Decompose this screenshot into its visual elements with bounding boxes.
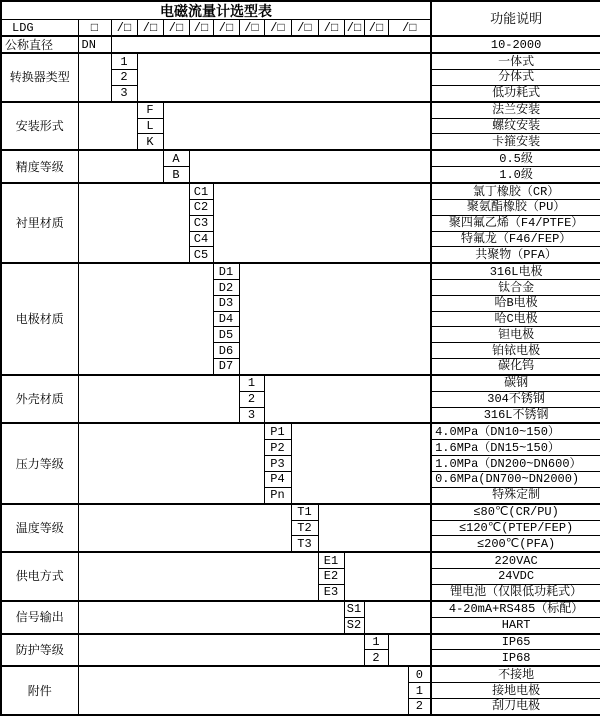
category-cell: 供电方式 bbox=[1, 552, 78, 601]
gap-cell bbox=[78, 183, 189, 263]
desc-cell: 刮刀电极 bbox=[431, 698, 600, 715]
title-row bbox=[1, 1, 600, 20]
code-cell: E2 bbox=[318, 569, 344, 585]
code-cell: E3 bbox=[318, 584, 344, 600]
gap-cell bbox=[388, 634, 431, 667]
gap-cell bbox=[78, 53, 111, 102]
category-cell: 衬里材质 bbox=[1, 183, 78, 263]
desc-cell: 特氟龙（F46/FEP） bbox=[431, 231, 600, 247]
model-prefix-cell: LDG bbox=[1, 20, 78, 36]
gap-cell bbox=[137, 53, 431, 102]
slash-box-cell: /□ bbox=[137, 20, 163, 36]
gap-cell bbox=[78, 634, 364, 667]
desc-cell: 0.6MPa(DN700~DN2000) bbox=[431, 471, 600, 487]
code-cell: T2 bbox=[291, 520, 318, 536]
slash-box-cell: /□ bbox=[364, 20, 388, 36]
code-cell: C4 bbox=[189, 231, 213, 247]
desc-cell: 氯丁橡胶（CR） bbox=[431, 183, 600, 199]
gap-cell bbox=[291, 423, 431, 503]
gap-cell bbox=[364, 601, 431, 634]
code-cell: 2 bbox=[364, 650, 388, 666]
gap-cell bbox=[318, 504, 431, 553]
option-row bbox=[1, 601, 600, 617]
desc-cell: 法兰安装 bbox=[431, 102, 600, 118]
code-cell: P1 bbox=[264, 423, 291, 439]
code-cell: D7 bbox=[213, 359, 239, 375]
gap-cell bbox=[264, 375, 431, 424]
slash-box-cell: /□ bbox=[318, 20, 344, 36]
desc-cell: 聚氨酯橡胶（PU） bbox=[431, 200, 600, 216]
category-cell: 外壳材质 bbox=[1, 375, 78, 424]
option-row bbox=[1, 263, 600, 279]
code-cell: S1 bbox=[344, 601, 364, 617]
desc-cell: 螺纹安装 bbox=[431, 118, 600, 134]
desc-cell: 哈B电极 bbox=[431, 295, 600, 311]
option-row bbox=[1, 375, 600, 391]
desc-cell: 4-20mA+RS485（标配） bbox=[431, 601, 600, 617]
code-cell: T3 bbox=[291, 536, 318, 552]
desc-cell: IP68 bbox=[431, 650, 600, 666]
category-cell: 温度等级 bbox=[1, 504, 78, 553]
desc-cell: 220VAC bbox=[431, 552, 600, 568]
code-cell: T1 bbox=[291, 504, 318, 520]
function-column-header: 功能说明 bbox=[431, 1, 600, 36]
option-row bbox=[1, 36, 600, 53]
gap-cell bbox=[78, 666, 408, 715]
category-cell: 精度等级 bbox=[1, 150, 78, 183]
code-cell: C1 bbox=[189, 183, 213, 199]
category-cell: 防护等级 bbox=[1, 634, 78, 667]
slash-box-cell: /□ bbox=[111, 20, 137, 36]
desc-cell: 卡箍安装 bbox=[431, 134, 600, 150]
desc-cell: 1.6MPa（DN15~150） bbox=[431, 440, 600, 456]
desc-cell: IP65 bbox=[431, 634, 600, 650]
gap-cell bbox=[78, 375, 239, 424]
desc-cell: 不接地 bbox=[431, 666, 600, 682]
gap-cell bbox=[213, 183, 431, 263]
gap-cell bbox=[111, 36, 431, 53]
code-cell: D6 bbox=[213, 343, 239, 359]
slash-box-cell: /□ bbox=[189, 20, 213, 36]
gap-cell bbox=[344, 552, 431, 601]
desc-cell: 1.0级 bbox=[431, 167, 600, 183]
code-cell: 2 bbox=[408, 698, 431, 715]
box-cell: □ bbox=[78, 20, 111, 36]
slash-box-cell: /□ bbox=[213, 20, 239, 36]
gap-cell bbox=[78, 423, 264, 503]
code-cell: F bbox=[137, 102, 163, 118]
desc-cell: HART bbox=[431, 617, 600, 633]
option-row bbox=[1, 634, 600, 650]
code-cell: D3 bbox=[213, 295, 239, 311]
desc-cell: ≤200℃(PFA) bbox=[431, 536, 600, 552]
desc-cell: ≤80℃(CR/PU) bbox=[431, 504, 600, 520]
desc-cell: 碳钢 bbox=[431, 375, 600, 391]
gap-cell bbox=[78, 150, 163, 183]
desc-cell: 接地电极 bbox=[431, 683, 600, 699]
category-cell: 安装形式 bbox=[1, 102, 78, 151]
code-cell: K bbox=[137, 134, 163, 150]
desc-cell: 钽电极 bbox=[431, 327, 600, 343]
code-cell: P2 bbox=[264, 440, 291, 456]
code-cell: 2 bbox=[111, 70, 137, 86]
desc-cell: 共聚物（PFA） bbox=[431, 247, 600, 263]
slash-box-cell: /□ bbox=[163, 20, 189, 36]
desc-cell: 10-2000 bbox=[431, 36, 600, 53]
code-cell: 1 bbox=[364, 634, 388, 650]
desc-cell: 一体式 bbox=[431, 53, 600, 69]
category-cell: 附件 bbox=[1, 666, 78, 715]
gap-cell bbox=[78, 102, 137, 151]
desc-cell: 低功耗式 bbox=[431, 85, 600, 101]
slash-box-cell: /□ bbox=[344, 20, 364, 36]
desc-cell: ≤120℃(PTEP/FEP) bbox=[431, 520, 600, 536]
category-cell: 压力等级 bbox=[1, 423, 78, 503]
code-cell: C5 bbox=[189, 247, 213, 263]
code-cell: Pn bbox=[264, 487, 291, 503]
code-cell: 3 bbox=[239, 407, 264, 423]
code-cell: L bbox=[137, 118, 163, 134]
slash-box-cell: /□ bbox=[388, 20, 431, 36]
option-row bbox=[1, 666, 600, 682]
table-title: 电磁流量计选型表 bbox=[1, 1, 431, 20]
code-cell: A bbox=[163, 150, 189, 166]
slash-box-cell: /□ bbox=[291, 20, 318, 36]
code-cell: D5 bbox=[213, 327, 239, 343]
desc-cell: 哈C电极 bbox=[431, 311, 600, 327]
code-cell: 2 bbox=[239, 391, 264, 407]
code-cell: S2 bbox=[344, 617, 364, 633]
gap-cell bbox=[78, 552, 318, 601]
code-cell: 1 bbox=[408, 683, 431, 699]
option-row bbox=[1, 53, 600, 69]
option-row bbox=[1, 423, 600, 439]
code-cell: B bbox=[163, 167, 189, 183]
code-cell: C3 bbox=[189, 215, 213, 231]
gap-cell bbox=[78, 504, 291, 553]
category-cell: 公称直径 bbox=[1, 36, 78, 53]
desc-cell: 分体式 bbox=[431, 70, 600, 86]
option-row bbox=[1, 150, 600, 166]
code-cell: 3 bbox=[111, 85, 137, 101]
gap-cell bbox=[189, 150, 431, 183]
desc-cell: 聚四氟乙烯（F4/PTFE） bbox=[431, 215, 600, 231]
desc-cell: 碳化钨 bbox=[431, 359, 600, 375]
code-cell: 1 bbox=[111, 53, 137, 69]
gap-cell bbox=[78, 601, 344, 634]
desc-cell: 304不锈钢 bbox=[431, 391, 600, 407]
code-cell: 0 bbox=[408, 666, 431, 682]
code-cell: D1 bbox=[213, 263, 239, 279]
category-cell: 转换器类型 bbox=[1, 53, 78, 102]
desc-cell: 0.5级 bbox=[431, 150, 600, 166]
code-cell: D2 bbox=[213, 280, 239, 296]
gap-cell bbox=[163, 102, 431, 151]
code-cell: C2 bbox=[189, 200, 213, 216]
slash-box-cell: /□ bbox=[264, 20, 291, 36]
slash-box-cell: /□ bbox=[239, 20, 264, 36]
code-cell: 1 bbox=[239, 375, 264, 391]
desc-cell: 锂电池（仅限低功耗式） bbox=[431, 584, 600, 600]
option-row bbox=[1, 504, 600, 520]
desc-cell: 1.0MPa（DN200~DN600） bbox=[431, 456, 600, 472]
code-cell: P4 bbox=[264, 471, 291, 487]
desc-cell: 316L电极 bbox=[431, 263, 600, 279]
desc-cell: 特殊定制 bbox=[431, 487, 600, 503]
code-cell: D4 bbox=[213, 311, 239, 327]
gap-cell bbox=[78, 263, 213, 375]
category-cell: 电极材质 bbox=[1, 263, 78, 375]
category-cell: 信号输出 bbox=[1, 601, 78, 634]
option-row bbox=[1, 183, 600, 199]
desc-cell: 铂铱电极 bbox=[431, 343, 600, 359]
desc-cell: 24VDC bbox=[431, 569, 600, 585]
selection-table-body bbox=[1, 1, 600, 715]
gap-cell bbox=[239, 263, 431, 375]
code-cell: DN bbox=[78, 36, 111, 53]
code-cell: E1 bbox=[318, 552, 344, 568]
option-row bbox=[1, 102, 600, 118]
desc-cell: 316L不锈钢 bbox=[431, 407, 600, 423]
desc-cell: 4.0MPa（DN10~150） bbox=[431, 423, 600, 439]
option-row bbox=[1, 552, 600, 568]
desc-cell: 钛合金 bbox=[431, 280, 600, 296]
code-cell: P3 bbox=[264, 456, 291, 472]
